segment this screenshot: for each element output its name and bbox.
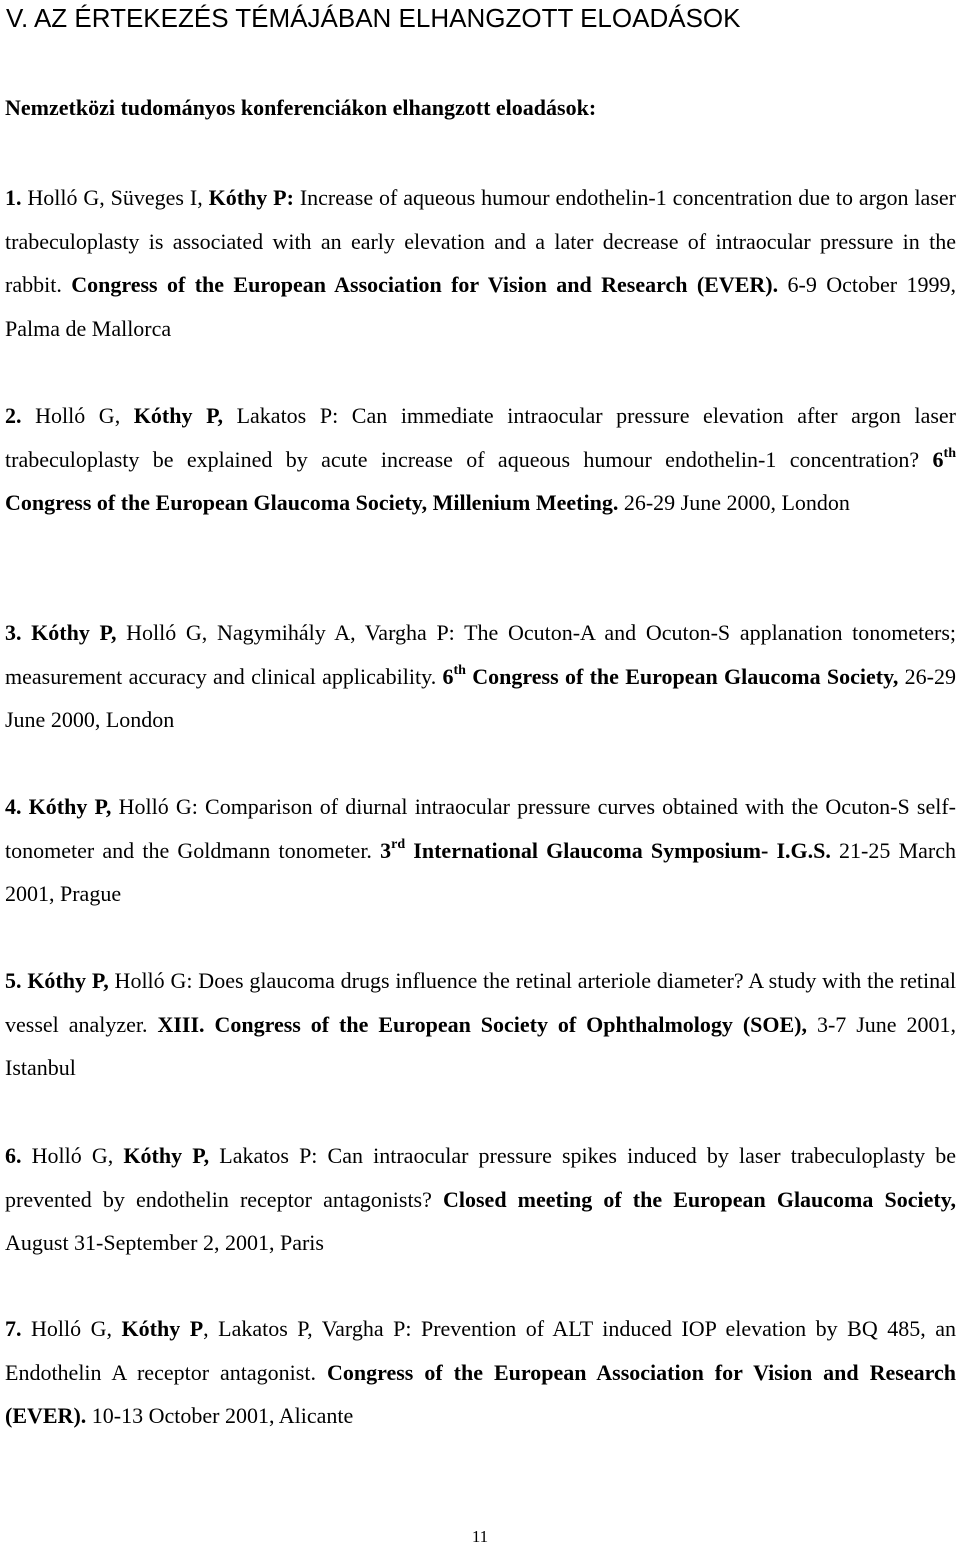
section-subheading: Nemzetközi tudományos konferenciákon elhangzott eloadások: xyxy=(5,95,597,120)
entry-title: Holló G: Comparison of diurnal intraocular pressure curves obtained with the Ocuton-S self-tonometer and the Goldmann tonometer. xyxy=(5,794,956,863)
entry-title: Lakatos P: Can immediate intraocular pressure elevation after argon laser trabeculoplasty be explained by acute increase of aqueous humour endothelin-1 concentration? xyxy=(5,403,957,472)
entry-title: Lakatos P: Can intraocular pressure spikes induced by laser trabeculoplasty be prevented by endothelin receptor antagonists? xyxy=(5,1143,957,1212)
entry-author-highlight: Kóthy P, xyxy=(123,1143,210,1168)
entry-details: August 31-September 2, 2001, Paris xyxy=(5,1230,324,1255)
entry-venue-ordinal: 6 xyxy=(442,663,454,689)
entry-venue: International Glaucoma Symposium- I.G.S. xyxy=(405,837,831,863)
conference-entry-3 xyxy=(5,611,956,742)
entry-venue-ordinal: 6 xyxy=(932,446,944,472)
entry-author-highlight: Kóthy P, xyxy=(133,403,223,428)
section-heading: V. AZ ÉRTEKEZÉS TÉMÁJÁBAN ELHANGZOTT ELOADÁSOK xyxy=(6,3,741,33)
entry-authors: Holló G, Süveges I, xyxy=(21,185,209,210)
entry-author-highlight: Kóthy P, xyxy=(21,620,117,645)
entry-number: 6. xyxy=(5,1143,22,1168)
entry-author-highlight: Kóthy P xyxy=(121,1316,204,1341)
entry-author-highlight: Kóthy P, xyxy=(21,968,109,993)
entry-venue: Congress of the European Glaucoma Society, xyxy=(465,663,899,689)
entry-venue: Congress of the European Association for Vision and Research (EVER). xyxy=(71,272,779,297)
entry-title: Holló G: Does glaucoma drugs influence the retinal arteriole diameter? A study with the retinal vessel analyzer. xyxy=(5,968,956,1037)
conference-entry-1 xyxy=(5,176,956,350)
entry-venue: Congress of the European Glaucoma Society, Millenium Meeting. xyxy=(5,490,619,515)
entry-number: 7. xyxy=(5,1316,22,1341)
entry-venue: Congress of the European Association for Vision and Research (EVER). xyxy=(5,1359,956,1428)
entry-venue-ordinal: 3 xyxy=(380,837,392,863)
entry-details: 26-29 June 2000, London xyxy=(618,490,850,515)
conference-entry-7 xyxy=(5,1307,956,1438)
entry-number: 4. xyxy=(5,794,22,819)
entry-venue: XIII. Congress of the European Society of Ophthalmology (SOE), xyxy=(157,1011,807,1037)
entry-author-highlight: Kóthy P: xyxy=(208,185,294,210)
conference-entry-6 xyxy=(5,1134,956,1265)
entry-author-highlight: Kóthy P, xyxy=(21,794,112,819)
entry-details: 10-13 October 2001, Alicante xyxy=(86,1403,354,1428)
entry-details: 6-9 October 1999, Palma de Mallorca xyxy=(5,272,957,341)
entry-number: 2. xyxy=(5,403,22,428)
entry-venue: Closed meeting of the European Glaucoma Society, xyxy=(443,1186,956,1212)
entry-details: 26-29 June 2000, London xyxy=(5,663,956,732)
entry-title: , Lakatos P, Vargha P: Prevention of ALT induced IOP elevation by BQ 485, an Endothelin A receptor antagonist. xyxy=(5,1316,956,1385)
entry-authors: Holló G, xyxy=(21,1316,122,1341)
entry-number: 3. xyxy=(5,620,22,645)
entry-number: 1. xyxy=(5,185,22,210)
entry-venue-ordinal-suffix: rd xyxy=(391,836,406,852)
conference-entry-2 xyxy=(5,394,956,525)
entry-details: 21-25 March 2001, Prague xyxy=(5,837,956,906)
entry-title: Holló G, Nagymihály A, Vargha P: The Ocuton-A and Ocuton-S applanation tonometers; measurement accuracy and clinical applicability. xyxy=(5,620,956,689)
page-number: 11 xyxy=(471,1527,489,1546)
entry-venue-ordinal-suffix: th xyxy=(453,662,466,678)
entry-authors: Holló G, xyxy=(21,1143,124,1168)
entry-details: 3-7 June 2001, Istanbul xyxy=(5,1011,956,1080)
entry-venue-ordinal-suffix: th xyxy=(943,445,956,461)
entry-title: Increase of aqueous humour endothelin-1 concentration due to argon laser trabeculoplasty is associated with an early elevation and a later decrease of intraocular pressure in the rabbit. xyxy=(5,185,956,297)
entry-authors: Holló G, xyxy=(21,403,134,428)
entry-number: 5. xyxy=(5,968,22,993)
conference-entry-5 xyxy=(5,959,956,1090)
conference-entry-4 xyxy=(5,785,956,916)
